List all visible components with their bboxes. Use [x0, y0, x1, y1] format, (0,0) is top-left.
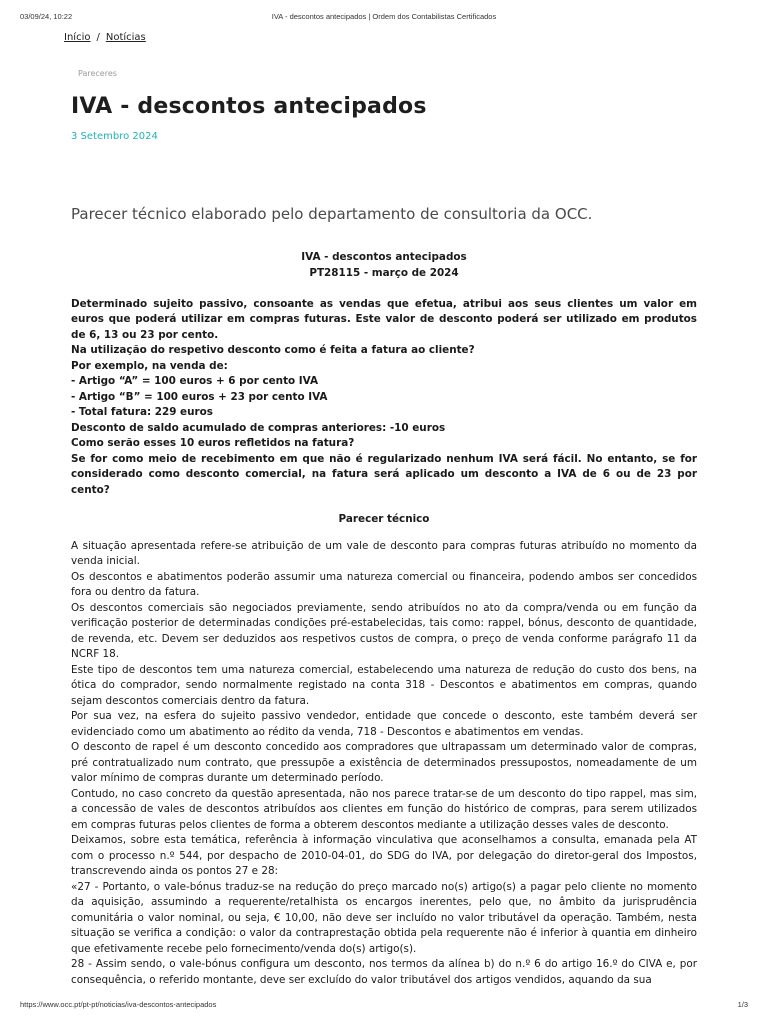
article-title: IVA - descontos antecipados: [71, 94, 427, 119]
print-header: [20, 12, 748, 22]
print-page-title: IVA - descontos antecipados | Ordem dos Contabilistas Certificados: [271, 12, 497, 21]
question-paragraph: - Artigo “A” = 100 euros + 6 por cento IVA: [71, 375, 319, 387]
body-paragraph: O desconto de rapel é um desconto concedido aos compradores que ultrapassam um determinado valor de compras, pré contratualizado num contrato, que pressupõe a existência de determinados pressupostos, nomeadamente de um valor mínimo de compras durante um determinado período.: [71, 741, 697, 784]
question-block: [71, 297, 697, 499]
print-page-number: 1/3: [737, 1000, 748, 1009]
breadcrumb-home-link[interactable]: Início: [64, 32, 91, 43]
opinion-body: [71, 539, 697, 989]
breadcrumb-separator: /: [96, 32, 100, 43]
body-paragraph: Os descontos comerciais são negociados previamente, sendo atribuídos no ato da compra/venda ou em função da verificação posterior de determinadas condições pré-estabelecidas, tais como: rappel, bónus, desconto de quantidade, de revenda, etc. Devem ser deduzidos aos respetivos custos de compra, o preço de venda conforme parágrafo 11 da NCRF 18.: [71, 601, 697, 660]
question-paragraph: - Artigo “B” = 100 euros + 23 por cento IVA: [71, 390, 328, 403]
print-datetime: 03/09/24, 10:22: [20, 12, 73, 21]
question-paragraph: Desconto de saldo acumulado de compras anteriores: -10 euros: [71, 421, 446, 434]
body-paragraph: Este tipo de descontos tem uma natureza comercial, estabelecendo uma natureza de redução do custo dos bens, na ótica do comprador, sendo normalmente registado na conta 318 - Descontos e abatimentos em compras, quando sejam descontos comerciais dentro da fatura.: [71, 663, 697, 707]
question-paragraph: Por exemplo, na venda de:: [71, 359, 228, 372]
article-category: Pareceres: [78, 69, 117, 78]
section-heading: Parecer técnico: [338, 513, 430, 525]
question-paragraph: Se for como meio de recebimento em que não é regularizado nenhum IVA será fácil. No entanto, se for considerado como desconto comercial, na fatura será aplicado um desconto a IVA de 6 ou de 23 por cento?: [71, 452, 697, 496]
article-date: 3 Setembro 2024: [71, 131, 158, 142]
breadcrumb: [64, 32, 146, 43]
body-paragraph: Contudo, no caso concreto da questão apresentada, não nos parece tratar-se de um desconto do tipo rappel, mas sim, a concessão de vales de descontos atribuídos aos clientes em função do histórico de compras, para serem utilizados em compras futuras pelos clientes de forma a obterem descontos mediante a utilização desses vales de desconto.: [71, 787, 697, 831]
body-paragraph: 28 - Assim sendo, o vale-bónus configura um desconto, nos termos da alínea b) do n.º 6 do artigo 16.º do CIVA e, por consequência, o referido montante, deve ser excluído do valor tributável dos artigos vendidos, aquando da sua: [71, 958, 697, 986]
question-paragraph: - Total fatura: 229 euros: [71, 406, 213, 418]
question-paragraph: Na utilização do respetivo desconto como é feita a fatura ao cliente?: [71, 344, 475, 356]
breadcrumb-news-link[interactable]: Notícias: [105, 32, 146, 43]
print-url: https://www.occ.pt/pt-pt/noticias/iva-descontos-antecipados: [20, 1000, 217, 1009]
article-content: [71, 250, 697, 988]
document-reference: PT28115 - março de 2024: [309, 266, 459, 279]
body-paragraph: A situação apresentada refere-se atribuição de um vale de desconto para compras futuras atribuído no momento da venda inicial.: [71, 539, 697, 567]
article-lead: Parecer técnico elaborado pelo departamento de consultoria da OCC.: [71, 205, 593, 223]
body-paragraph: Os descontos e abatimentos poderão assumir uma natureza comercial ou financeira, podendo ambos ser concedidos fora ou dentro da fatura.: [71, 570, 697, 598]
question-paragraph: Como serão esses 10 euros refletidos na fatura?: [71, 437, 355, 449]
body-paragraph: Por sua vez, na esfera do sujeito passivo vendedor, entidade que concede o desconto, este também deverá ser evidenciado como um abatimento ao rédito da venda, 718 - Descontos e abatimentos em vendas.: [71, 710, 697, 738]
body-paragraph: Deixamos, sobre esta temática, referência à informação vinculativa que aconselhamos a consulta, emanada pela AT com o processo n.º 544, por despacho de 2010-04-01, do SDG do IVA, por delegação do diretor-geral dos Impostos, transcrevendo ainda os pontos 27 e 28:: [71, 834, 697, 877]
print-footer: [20, 1000, 748, 1010]
question-paragraph: Determinado sujeito passivo, consoante as vendas que efetua, atribui aos seus clientes um valor em euros que poderá utilizar em compras futuras. Este valor de desconto poderá ser utilizado em produtos de 6, 13 ou 23 por cento.: [71, 297, 697, 341]
body-paragraph: «27 - Portanto, o vale-bónus traduz-se na redução do preço marcado no(s) artigo(s) a pagar pelo cliente no momento da aquisição, assumindo a requerente/retalhista os encargos inerentes, pelo que, no âmbito da jurisprudência comunitária o valor nominal, ou seja, € 10,00, não deve ser incluído no valor tributável da operação. Também, nesta situação se verifica a condição: o valor da contraprestação obtida pela requerente não é inferior à quantia em dinheiro que efetivamente recebe pelo fornecimento/venda do(s) artigo(s).: [71, 880, 697, 955]
document-subtitle: IVA - descontos antecipados: [301, 251, 467, 263]
